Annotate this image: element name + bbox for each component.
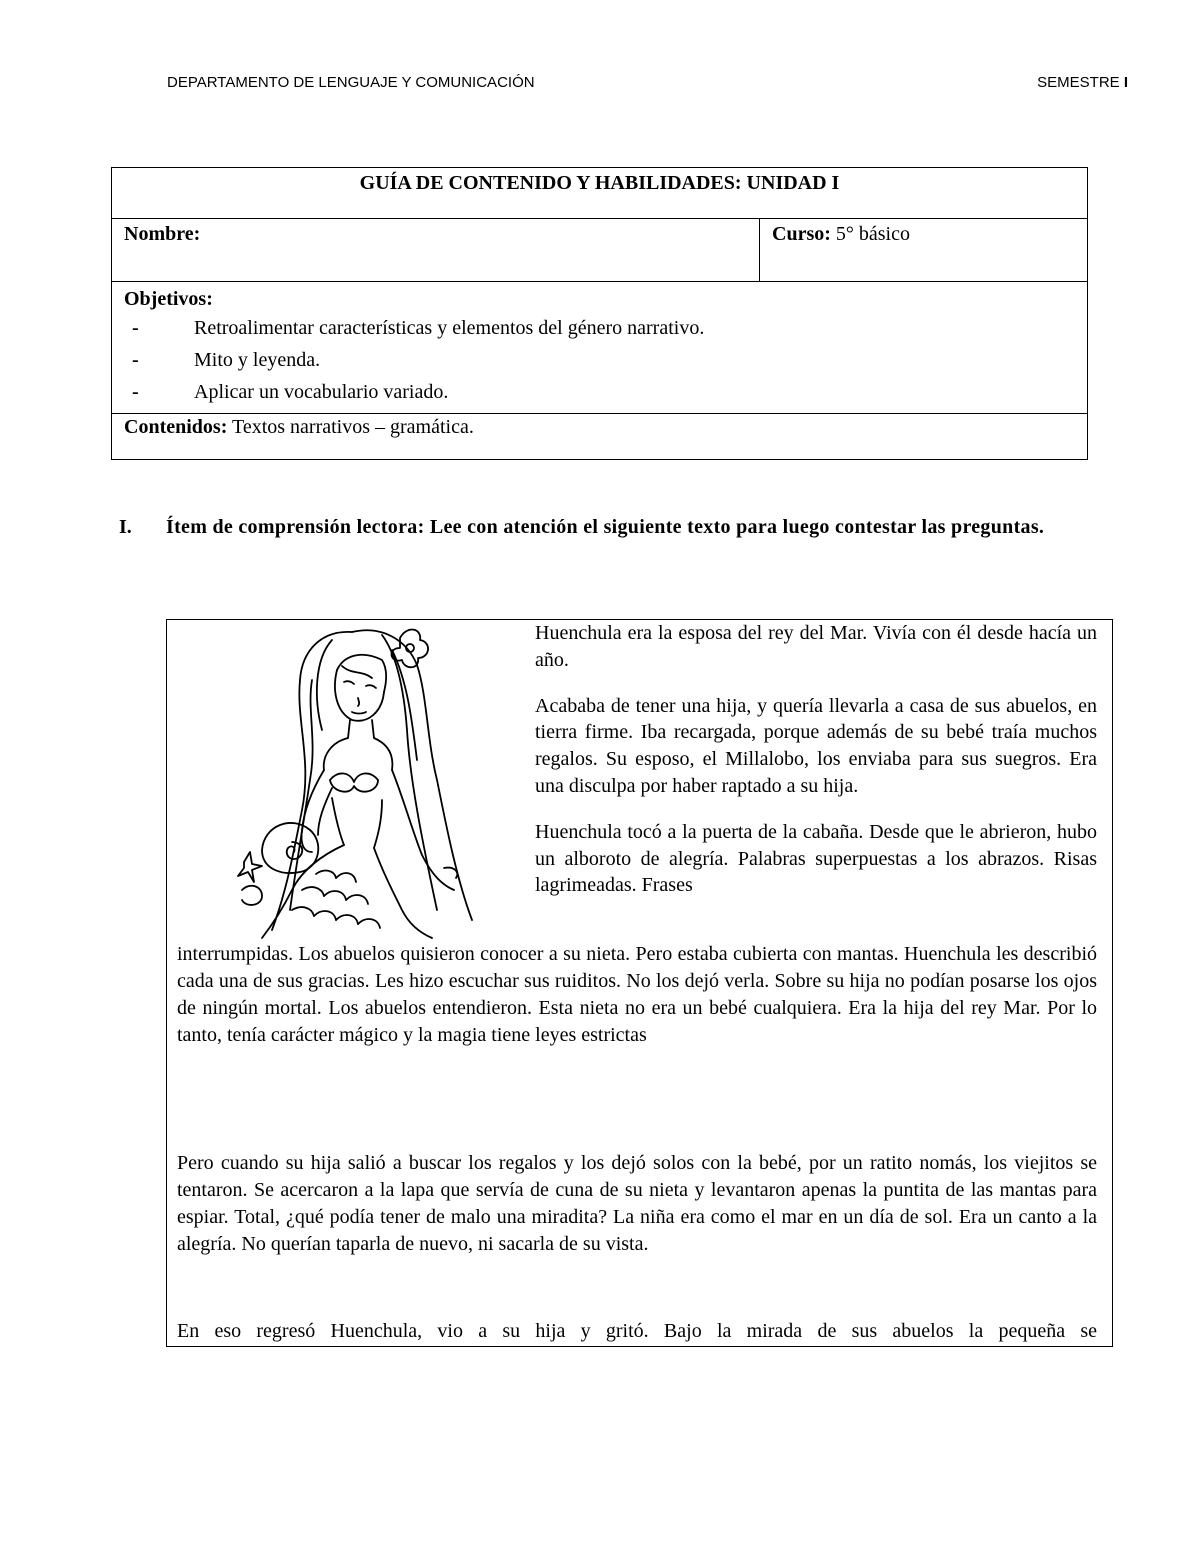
story-column <box>535 620 1097 899</box>
semester-number: I <box>1123 74 1128 91</box>
story-border-left <box>166 1047 167 1347</box>
contents-label: Contenidos: <box>124 416 228 438</box>
story-paragraph-3b: interrumpidas. Los abuelos quisieron conocer a su nieta. Pero estaba cubierta con mantas. Huenchula les describió cada una de sus gracias. Les hizo escuchar sus ruiditos. No los dejó verla. Sobre su hija no podían posarse los ojos de ningún mortal. Los abuelos entendieron. Esta nieta no era un bebé cualquiera. Era la hija del rey Mar. Por lo tanto, tenía carácter mágico y la magia tiene leyes estrictas <box>177 943 1097 1046</box>
story-gap-mask <box>167 1047 1112 1048</box>
contents-value: Textos narrativos – gramática. <box>227 416 474 438</box>
mermaid-illustration <box>232 620 500 942</box>
story-paragraph-3a: Huenchula tocó a la puerta de la cabaña. Desde que le abrieron, hubo un alboroto de alegría. Palabras superpuestas a los abrazos. Risas lagrimeadas. Frases <box>535 820 1097 897</box>
item-number: I. <box>119 516 132 538</box>
objectives-label: Objetivos: <box>124 288 213 310</box>
name-field[interactable] <box>112 219 760 282</box>
contents-cell <box>112 414 1088 460</box>
story-border-right <box>1112 1047 1113 1347</box>
name-label: Nombre: <box>124 223 201 245</box>
objective-item: - Retroalimentar características y elementos del género narrativo. <box>132 317 705 339</box>
guide-title: GUÍA DE CONTENIDO Y HABILIDADES: UNIDAD I <box>112 168 1088 219</box>
story-paragraph-1: Huenchula era la esposa del rey del Mar. Vivía con él desde hacía un año. <box>535 622 1097 671</box>
course-value: 5° básico <box>830 223 910 245</box>
objective-item: - Mito y leyenda. <box>132 349 321 371</box>
guide-table <box>111 167 1088 460</box>
story-paragraph-4: Pero cuando su hija salió a buscar los regalos y los dejó solos con la bebé, por un ratito nomás, los viejitos se tentaron. Se acercaron a la lapa que servía de cuna de su nieta y levantaron apenas la puntita de las mantas para espiar. Total, ¿qué podía tener de malo una miradita? La niña era como el mar en un día de sol. Era un canto a la alegría. No querían taparla de nuevo, ni sacarla de su vista. <box>177 1152 1097 1255</box>
course-label: Curso: <box>772 223 831 245</box>
course-field <box>760 219 1088 282</box>
page-header <box>167 74 1128 91</box>
story-paragraph-2: Acababa de tener una hija, y quería llevarla a casa de sus abuelos, en tierra firme. Iba recargada, porque además de su bebé traía muchos regalos. Su esposo, el Millalobo, los enviaba para sus suegros. Era una disculpa por haber raptado a su hija. <box>535 694 1097 797</box>
objectives-list <box>124 312 1075 408</box>
department-name: DEPARTAMENTO DE LENGUAJE Y COMUNICACIÓN <box>167 74 535 91</box>
item-instruction: Ítem de comprensión lectora: Lee con atención el siguiente texto para luego contestar las preguntas. <box>166 516 1045 538</box>
story-border-bottom <box>166 1346 1113 1347</box>
objectives-cell <box>112 282 1088 414</box>
story-paragraph-5: En eso regresó Huenchula, vio a su hija y gritó. Bajo la mirada de sus abuelos la pequeña se <box>177 1320 1097 1342</box>
objective-item: - Aplicar un vocabulario variado. <box>132 381 449 403</box>
semester-label <box>1037 74 1128 91</box>
semester-text: SEMESTRE <box>1037 74 1124 91</box>
